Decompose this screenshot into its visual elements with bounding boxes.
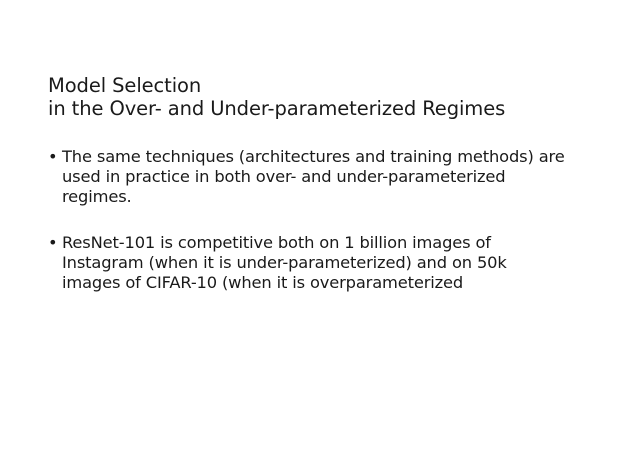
slide-title-line-1: Model Selection [48, 74, 202, 97]
bullet-marker: • [48, 147, 58, 166]
bullet-text-line: regimes. [62, 187, 132, 206]
slide-title-line-2: in the Over- and Under-parameterized Regimes [48, 97, 506, 120]
bullet-text-line: images of CIFAR-10 (when it is overparameterized [62, 273, 464, 292]
slide-title [48, 74, 608, 120]
bullet-text-line: The same techniques (architectures and training methods) are [62, 147, 565, 166]
bullet-text-line: Instagram (when it is under-parameterized) and on 50k [62, 253, 507, 272]
bullet-marker: • [48, 233, 58, 252]
bullet-text-line: used in practice in both over- and under-parameterized [62, 167, 506, 186]
bullet-item-techniques [48, 147, 608, 207]
bullet-item-resnet [48, 233, 608, 293]
bullet-text-line: ResNet-101 is competitive both on 1 billion images of [62, 233, 491, 252]
bullet-list [48, 147, 608, 293]
